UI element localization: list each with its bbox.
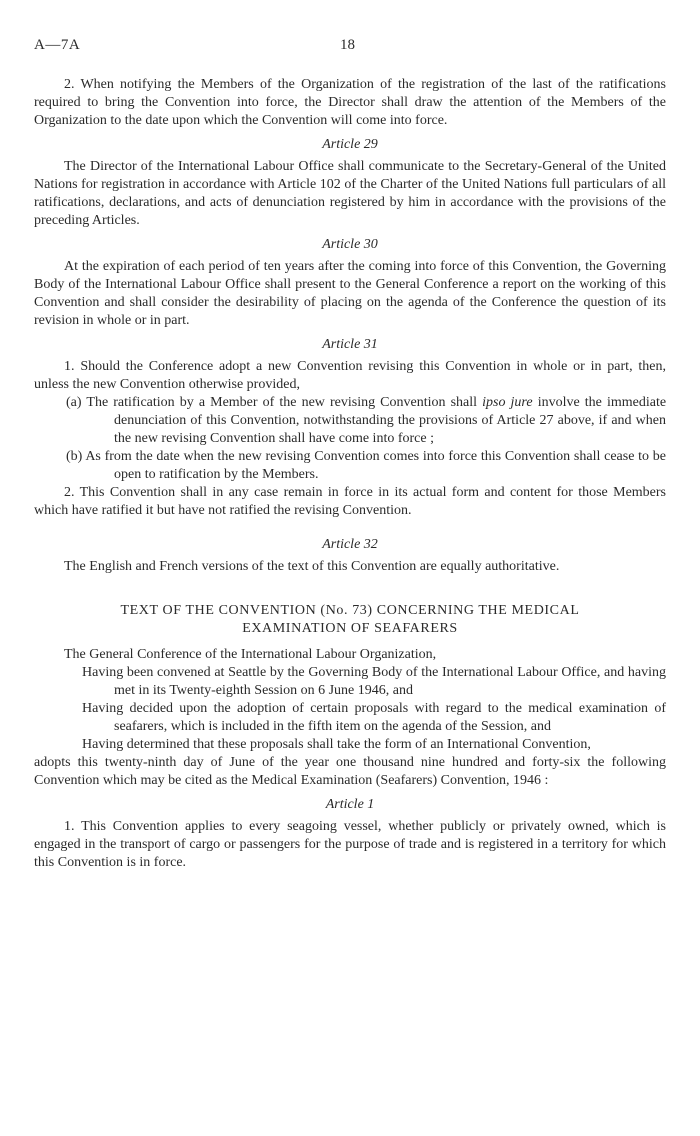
article-30-title: Article 30 [322,237,378,252]
article-32-text: The English and French versions of the text of this Convention are equally authoritative. [64,559,560,574]
page-header [34,36,666,56]
clause-b-text: As from the date when the new revising Convention comes into force this Convention shall cease to be open to ratification by the Members. [85,449,666,482]
article-31-title: Article 31 [322,337,378,352]
document-reference: A—7A [34,37,81,53]
article-1-text: 1. This Convention applies to every seagoing vessel, whether publicly or privately owned, which is engaged in the transport of cargo or passengers for the purpose of trade and is registered in a territory for which this Convention is in force. [34,819,666,870]
clause-a-text-2: involve the immediate denunciation of this Convention, notwithstanding the provisions of Article 27 above, if and when the new revising Convention shall have come into force ; [114,395,667,446]
article-31-paragraph-1: 1. Should the Conference adopt a new Convention revising this Convention in whole or in part, then, unless the new Convention otherwise provided, [34,359,666,392]
article-30-text: At the expiration of each period of ten years after the coming into force of this Convention, the Governing Body of the International Labour Office shall present to the General Conference a report on the working of this Convention and shall consider the desirability of placing on the agenda of the Conference the question of its revision in whole or in part. [34,259,666,328]
page-number: 18 [340,37,355,53]
clause-a-text-1: The ratification by a Member of the new revising Convention shall [86,395,478,410]
article-31-clause-a [34,394,666,448]
clause-a-label: (a) [66,395,82,410]
article-29-title: Article 29 [322,137,378,152]
document-body [34,76,666,872]
clause-b-label: (b) [66,449,83,464]
article-29-text: The Director of the International Labour Office shall communicate to the Secretary-General of the United Nations for registration in accordance with Article 102 of the Charter of the United Nations full particulars of all ratifications, declarations, and acts of denunciation registered by him in accordance with the provisions of the preceding Articles. [34,159,666,228]
article-31-paragraph-2: 2. This Convention shall in any case remain in force in its actual form and content for those Members which have ratified it but have not ratified the revising Convention. [34,485,666,518]
convention-intro: The General Conference of the International Labour Organization, [64,647,437,662]
article-1-title: Article 1 [325,797,375,812]
article-32-title: Article 32 [322,537,378,552]
convention-adopts: adopts this twenty-ninth day of June of the year one thousand nine hundred and forty-six the following Convention which may be cited as the Medical Examination (Seafarers) Convention, 1946 : [34,755,666,788]
preamble-convened: Having been convened at Seattle by the Governing Body of the International Labour Office, and having met in its Twenty-eighth Session on 6 June 1946, and [82,665,666,698]
clause-a-italic: ipso jure [482,395,533,410]
preamble-decided: Having decided upon the adoption of certain proposals with regard to the medical examination of seafarers, which is included in the fifth item on the agenda of the Session, and [82,701,666,734]
preamble-determined: Having determined that these proposals shall take the form of an International Convention, [82,737,591,752]
paragraph-notification: 2. When notifying the Members of the Organization of the registration of the last of the ratifications required to bring the Convention into force, the Director shall draw the attention of the Members of the Organization to the date upon which the Convention will come into force. [34,77,666,128]
article-31-clause-b [34,448,666,484]
convention-73-heading: TEXT OF THE CONVENTION (No. 73) CONCERNING THE MEDICAL EXAMINATION OF SEAFARERS [120,603,580,636]
